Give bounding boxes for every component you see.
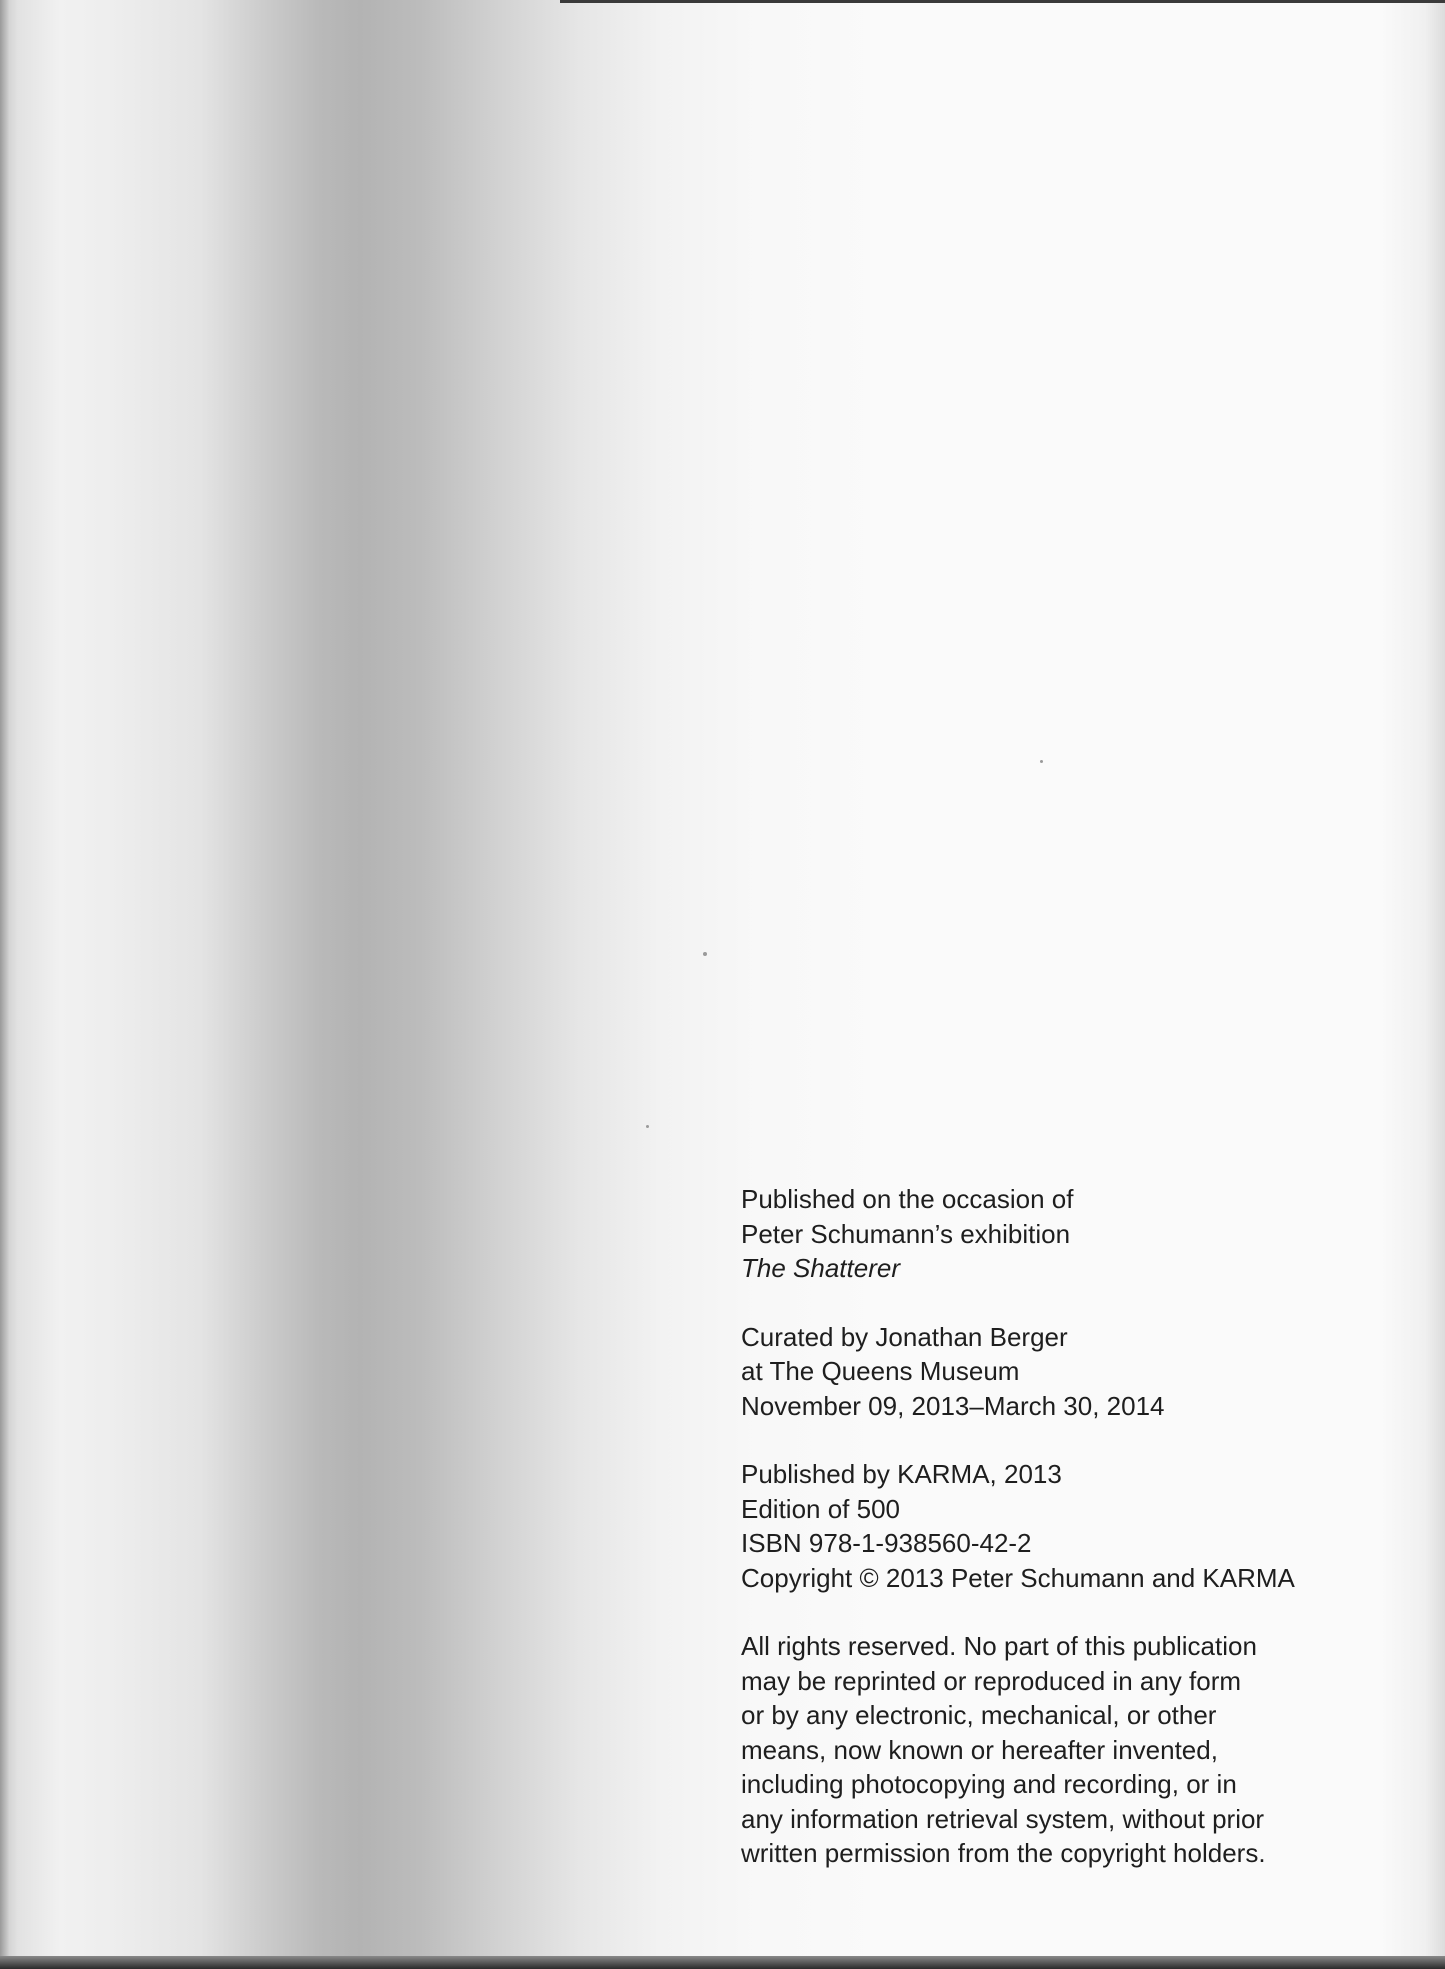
paper-speck <box>703 952 707 956</box>
artist-line: Peter Schumann’s exhibition <box>741 1218 1071 1249</box>
page-left-edge <box>0 0 10 1969</box>
colophon <box>741 1182 1421 1905</box>
rights-line: any information retrieval system, without prior <box>741 1803 1265 1834</box>
isbn-line: ISBN 978-1-938560-42-2 <box>741 1528 1032 1558</box>
curator-line: Curated by Jonathan Berger <box>741 1321 1068 1352</box>
paper-speck <box>1040 760 1043 763</box>
publisher-line: Published by KARMA, 2013 <box>741 1459 1062 1489</box>
rights-line: written permission from the copyright holders. <box>741 1838 1266 1868</box>
copyright-line: Copyright © 2013 Peter Schumann and KARMA <box>741 1562 1295 1593</box>
occasion-block <box>741 1182 1421 1286</box>
exhibition-dates: November 09, 2013–March 30, 2014 <box>741 1390 1165 1421</box>
rights-block <box>741 1629 1421 1871</box>
rights-line: All rights reserved. No part of this publication <box>741 1631 1257 1661</box>
page-bottom-edge <box>0 1956 1445 1969</box>
curation-block <box>741 1320 1421 1424</box>
rights-line: means, now known or hereafter invented, <box>741 1734 1218 1765</box>
publication-block <box>741 1457 1421 1595</box>
edition-line: Edition of 500 <box>741 1493 901 1524</box>
occasion-line: Published on the occasion of <box>741 1184 1074 1214</box>
rights-line: or by any electronic, mechanical, or other <box>741 1700 1217 1730</box>
page-top-edge <box>560 0 1445 3</box>
paper-speck <box>646 1125 649 1128</box>
venue-line: at The Queens Museum <box>741 1356 1020 1386</box>
rights-line: including photocopying and recording, or in <box>741 1769 1237 1799</box>
rights-line: may be reprinted or reproduced in any form <box>741 1665 1242 1696</box>
exhibition-title: The Shatterer <box>741 1253 900 1283</box>
